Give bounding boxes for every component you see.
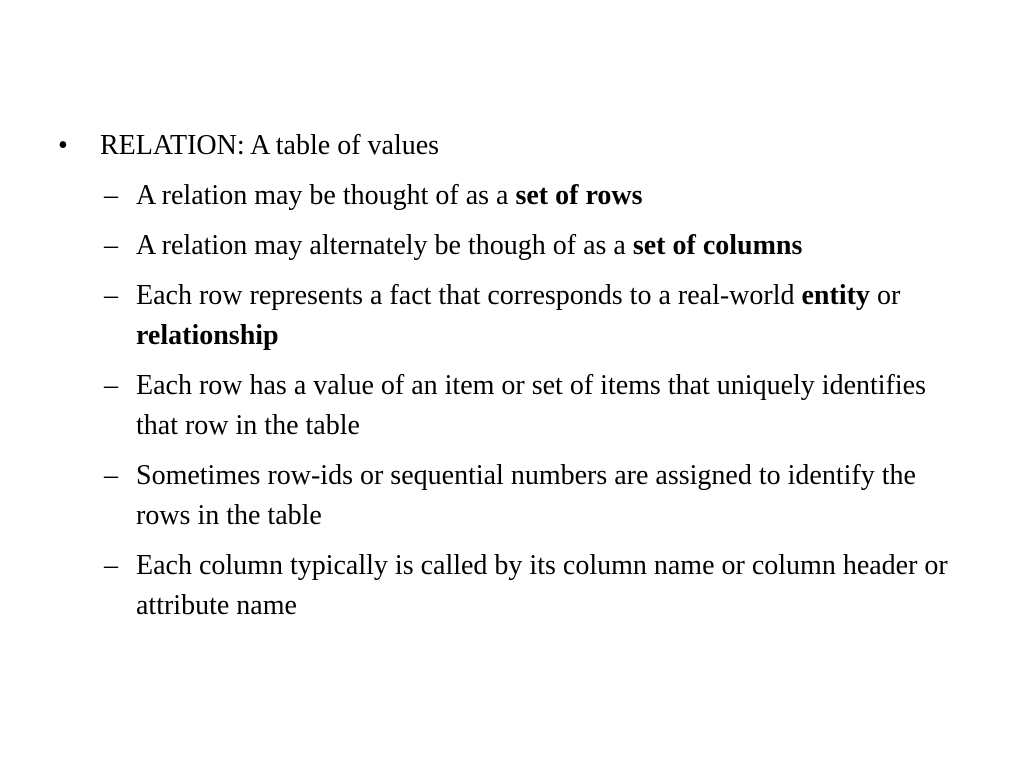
sub-bullet-text: Sometimes row-ids or sequential numbers are assigned to identify the rows in the table bbox=[136, 460, 916, 531]
sub-bullet-text: A relation may alternately be though of as a bbox=[136, 230, 633, 261]
sub-bullet-text: A relation may be thought of as a bbox=[136, 180, 516, 211]
dash-marker: – bbox=[104, 230, 118, 261]
bullet-marker: • bbox=[58, 130, 68, 161]
sub-bullet-row-ids bbox=[104, 456, 966, 536]
sub-bullet-row-fact bbox=[104, 276, 966, 356]
dash-marker: – bbox=[104, 370, 118, 401]
sub-bullet-list bbox=[104, 176, 978, 626]
dash-marker: – bbox=[104, 280, 118, 311]
sub-bullet-text: Each row represents a fact that corresponds to a real-world bbox=[136, 280, 802, 311]
main-bullet-text: RELATION: A table of values bbox=[100, 130, 440, 161]
sub-bullet-column-name bbox=[104, 546, 966, 626]
dash-marker: – bbox=[104, 460, 118, 491]
sub-bullet-row-identifier bbox=[104, 366, 966, 446]
sub-bullet-set-of-rows bbox=[104, 176, 966, 216]
sub-bullet-text: Each row has a value of an item or set of items that uniquely identifies that row in the table bbox=[136, 370, 926, 441]
emphasis-text: entity bbox=[801, 280, 870, 311]
sub-bullet-set-of-columns bbox=[104, 226, 966, 266]
dash-marker: – bbox=[104, 180, 118, 211]
sub-bullet-text: or bbox=[869, 280, 901, 311]
dash-marker: – bbox=[104, 550, 118, 581]
emphasis-text: set of columns bbox=[632, 230, 803, 261]
emphasis-text: relationship bbox=[136, 320, 279, 351]
bullet-list bbox=[58, 126, 978, 636]
emphasis-text: set of rows bbox=[515, 180, 643, 211]
sub-bullet-text: Each column typically is called by its column name or column header or attribute name bbox=[136, 550, 948, 621]
main-bullet bbox=[58, 126, 978, 166]
